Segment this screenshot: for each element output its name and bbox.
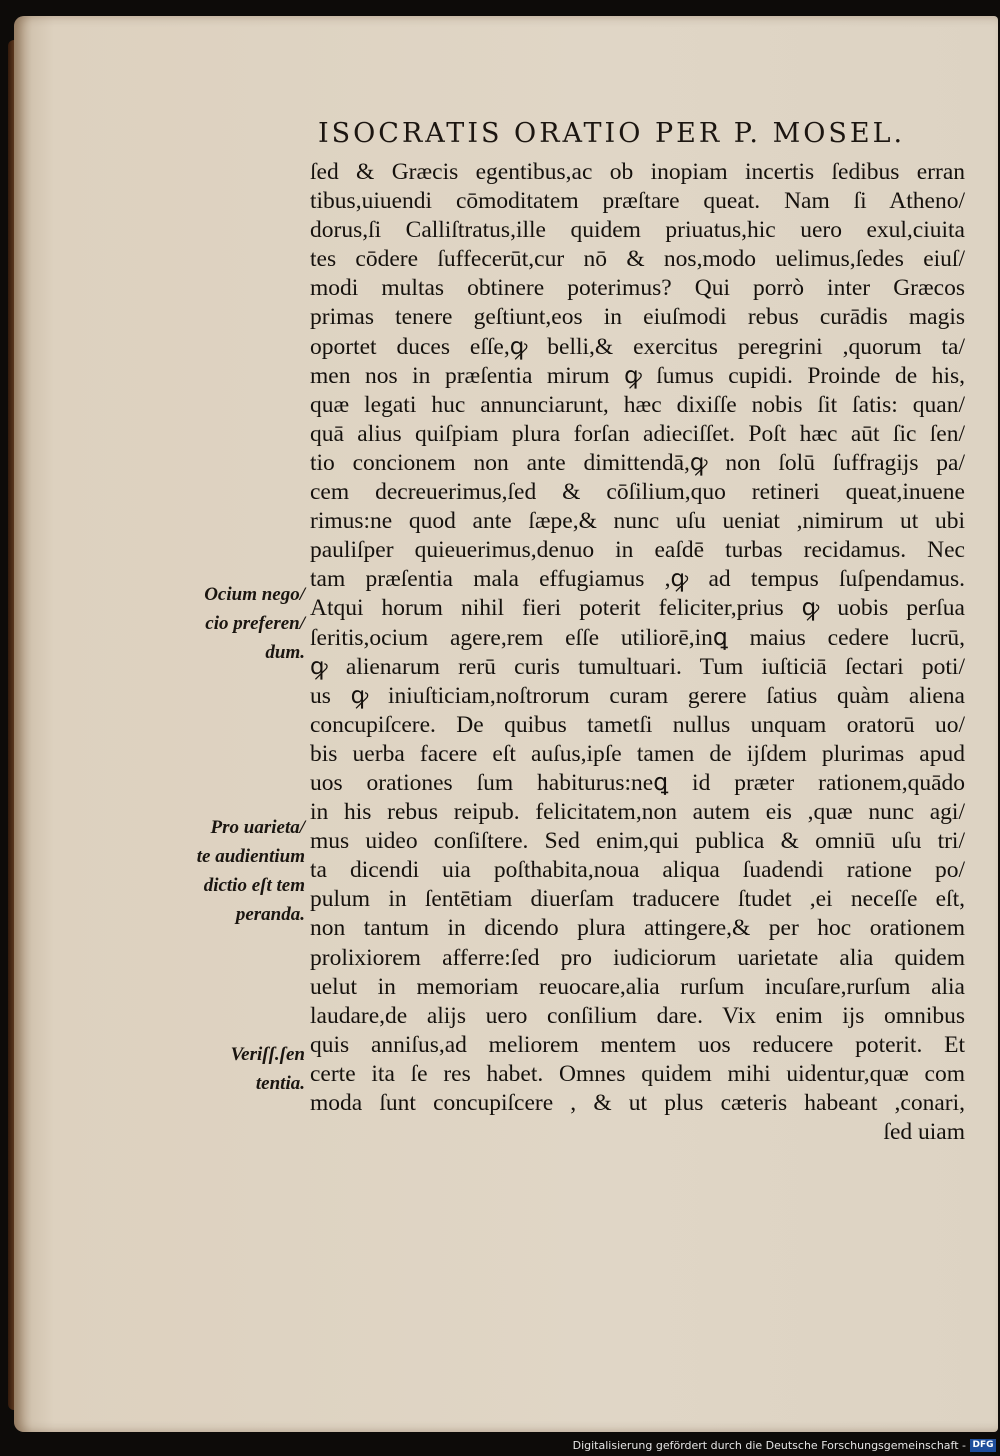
text-line: uelut in memoriam reuocare,alia rurſum incuſare,rurſum alia [310,973,965,1000]
dfg-logo: DFG [970,1439,996,1452]
text-line: quæ legati huc annunciarunt, hæc dixiſſe nobis ſit ſatis: quan/ [310,391,965,418]
marginal-note-line: Ocium nego/ [204,584,305,605]
marginal-note [180,580,305,667]
body-text [310,158,965,1147]
footer-bar [0,1436,1000,1456]
marginal-note-line: dictio eſt tem [203,875,305,896]
marginal-note-line: dum. [265,642,305,663]
funding-credit: Digitalisierung gefördert durch die Deutsche Forschungsgemeinschaft - [572,1439,966,1452]
text-line: in his rebus reipub. felicitatem,non autem eis ,quæ nunc agi/ [310,799,965,826]
marginal-note [180,813,305,929]
text-line: ta dicendi uia poſthabita,noua aliqua ſuadendi ratione po/ [310,857,965,884]
catchword-line: ſed uiam [883,1119,965,1146]
marginal-note-line: cio preferen/ [205,613,305,634]
text-line: ſeritis,ocium agere,rem eſſe utiliorē,inꝗ maius cedere lucrū, [310,624,965,651]
running-head: ISOCRATIS ORATIO PER P. MOSEL. [318,118,906,149]
text-line: rimus:ne quod ante ſæpe,& nunc uſu ueniat ,nimirum ut ubi [310,508,965,535]
text-line: quā alius quiſpiam plura forſan adieciſſet. Poſt hæc aūt ſic ſen/ [310,420,965,447]
text-line: Atqui horum nihil fieri poterit feliciter,prius ꝙ uobis perſua [310,595,965,622]
marginal-note-line: Veriſſ.ſen [230,1044,305,1065]
text-line: tes cōdere ſuffecerūt,cur nō & nos,modo uelimus,ſedes eiuſ/ [310,246,965,273]
marginal-note-line: Pro uarieta/ [210,817,305,838]
text-line: uos orationes ſum habiturus:neꝗ id præter rationem,quādo [310,769,965,796]
text-line: tio concionem non ante dimittendā,ꝙ non ſolū ſuffragijs pa/ [310,449,965,476]
text-line: non tantum in dicendo plura attingere,& per hoc orationem [310,915,965,942]
marginal-note-line: peranda. [235,904,305,925]
text-line: ꝙ alienarum rerū curis tumultuari. Tum iuſticiā ſectari poti/ [310,653,965,680]
text-line: moda ſunt concupiſcere , & ut plus cæteris habeant ,conari, [310,1090,965,1116]
text-line: primas tenere geſtiunt,eos in eiuſmodi rebus curādis magis [310,304,965,331]
text-line: oportet duces eſſe,ꝙ belli,& exercitus peregrini ,quorum ta/ [310,333,965,360]
text-line: pauliſper quieuerimus,denuo in eaſdē turbas recidamus. Nec [310,537,965,564]
text-line: pulum in ſentētiam diuerſam traducere ſtudet ,ei neceſſe eſt, [310,886,965,913]
text-line: dorus,ſi Calliſtratus,ille quidem priuatus,hic uero exul,ciuita [310,217,965,244]
text-line: mus uideo conſiſtere. Sed enim,qui publica & omniū uſu tri/ [310,828,965,855]
text-line: quis anniſus,ad meliorem mentem uos reducere poterit. Et [310,1031,965,1058]
text-line: tam præſentia mala effugiamus ,ꝙ ad tempus ſuſpendamus. [310,566,965,593]
text-line: us ꝙ iniuſticiam,noſtrorum curam gerere ſatius quàm aliena [310,682,965,709]
text-line: cem decreuerimus,ſed & cōſilium,quo retineri queat,inuene [310,479,965,506]
marginal-note-line: tentia. [255,1073,305,1094]
text-line: men nos in præſentia mirum ꝙ ſumus cupidi. Proinde de his, [310,362,965,389]
text-line: concupiſcere. De quibus tametſi nullus unquam oratorū uo/ [310,711,965,738]
marginal-note [180,1040,305,1098]
text-line: certe ita ſe res habet. Omnes quidem mihi uidentur,quæ com [310,1060,965,1087]
text-line: bis uerba facere eſt auſus,ipſe tamen de ijſdem plurimas apud [310,740,965,767]
text-line: prolixiorem afferre:ſed pro iudiciorum uarietate alia quidem [310,944,965,971]
text-line: modi multas obtinere poterimus? Qui porrò inter Græcos [310,275,965,302]
text-line: laudare,de alijs uero conſilium dare. Vix enim ijs omnibus [310,1002,965,1029]
text-line: ſed & Græcis egentibus,ac ob inopiam incertis ſedibus erran [310,159,965,185]
text-line: tibus,uiuendi cōmoditatem præſtare queat. Nam ſi Atheno/ [310,188,965,215]
marginal-note-line: te audientium [196,846,305,867]
